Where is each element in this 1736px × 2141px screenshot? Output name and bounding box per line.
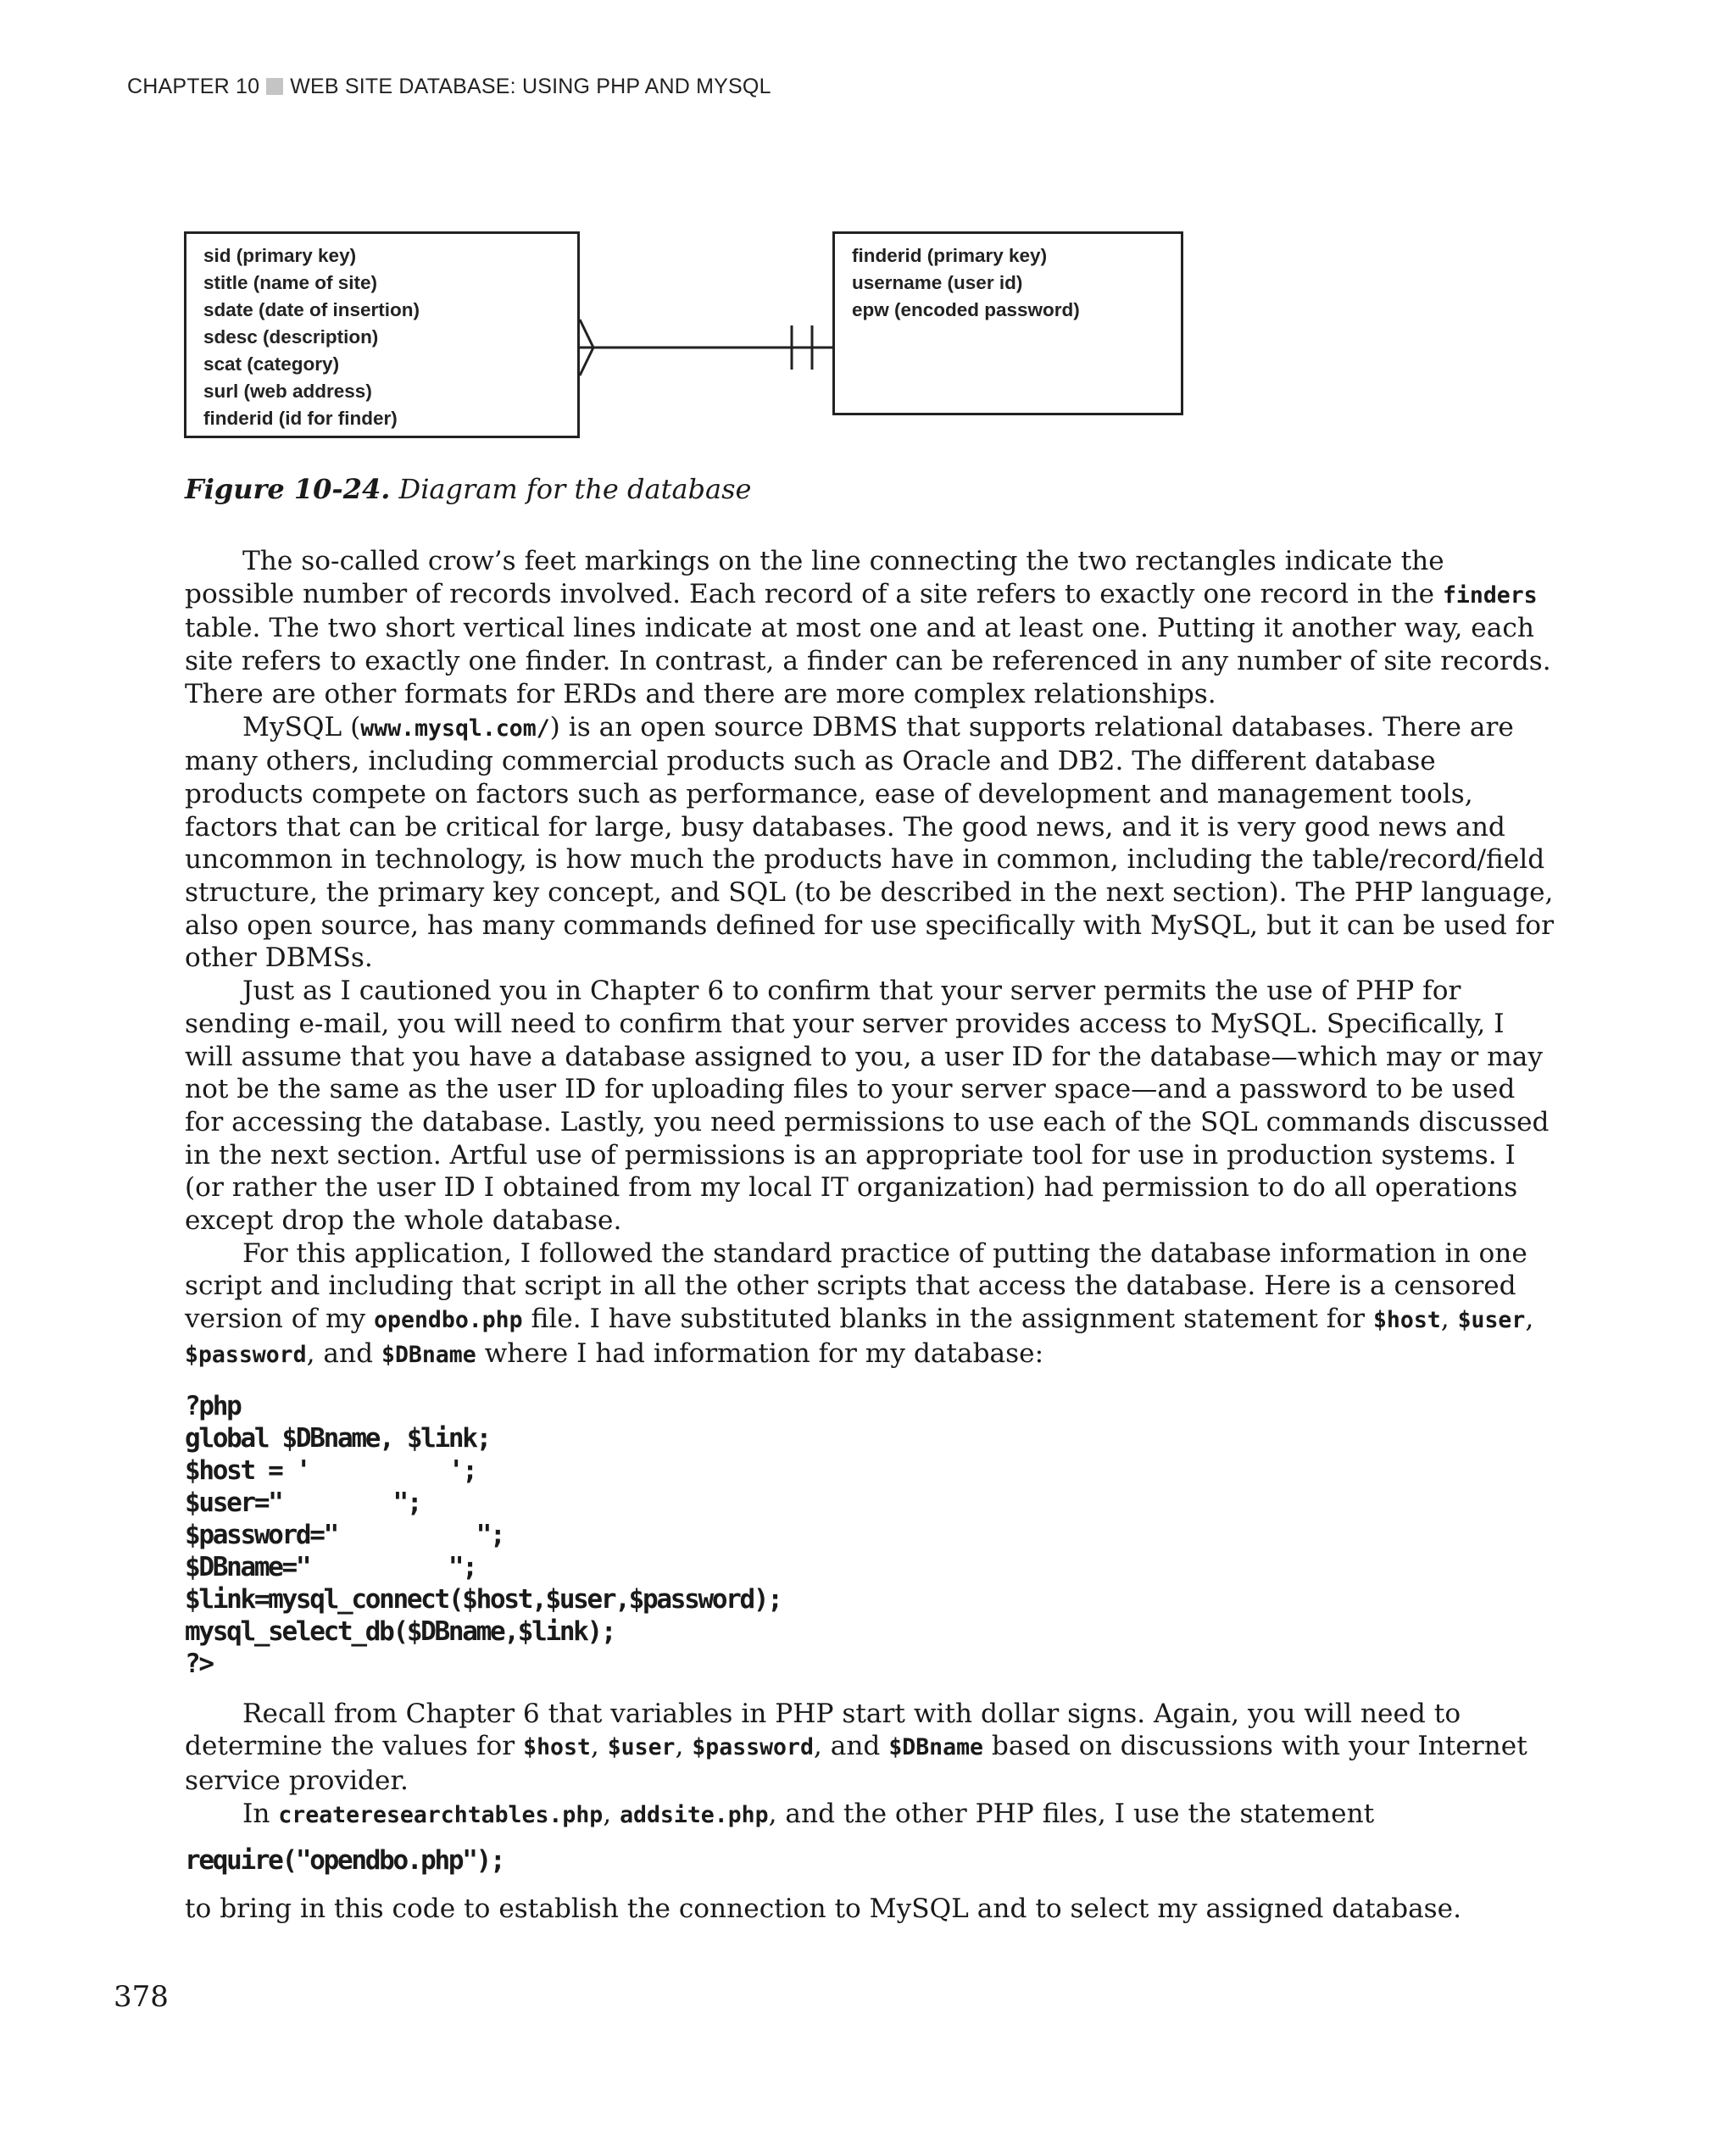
entity-field: scat (category) [203,353,340,375]
text-run: , [603,1798,620,1829]
inline-code: finders [1442,581,1538,609]
code-block: ?php global $DBname, $link; $host = ' '; $user=" "; $password=" "; $DBname=" "; $link=mysql_connect($host,$user,$password); mysql_select_db($DBname,$link); ?> [185,1390,782,1679]
figure-caption-text: Diagram for the database [398,473,752,505]
text-run: In [242,1798,279,1829]
paragraph [185,1698,1558,1798]
page-number: 378 [114,1980,169,2014]
paragraph [185,545,1558,711]
text-run: , [675,1731,693,1762]
inline-code: $user [607,1734,676,1761]
text-run: file. I have substituted blanks in the assignment statement for [522,1304,1373,1335]
text-run: For this application, I followed the standard practice of putting the database information in one script and including that script in all the other scripts that access the database. Here is a censored version of my [185,1237,1527,1335]
paragraph: Just as I cautioned you in Chapter 6 to confirm that your server permits the use of PHP for sending e-mail, you will need to confirm that your server provides access to MySQL. Specifically, I will assume that you have a database assigned to you, a user ID for the database—which may or may not be the same as the user ID for uploading files to your server space—and a password to be used for accessing the database. Lastly, you need permissions to use each of the SQL commands discussed in the next section. Artful use of permissions is an appropriate tool for use in production systems. I (or rather the user ID I obtained from my local IT organization) had permission to do all operations except drop the whole database. [185,976,1550,1237]
entity-field: sdesc (description) [203,326,379,348]
text-run: , [1440,1304,1458,1335]
text-run: , and the other PHP files, I use the statement [768,1798,1375,1829]
inline-code: $host [523,1734,591,1761]
inline-code: $password [185,1341,307,1368]
inline-code: $DBname [381,1341,476,1368]
text-run: based on discussions with your Internet service provider. [185,1731,1527,1796]
paragraph [185,711,1558,976]
text-run: The so-called crow’s feet markings on the line connecting the two rectangles indicate the possible number of records involved. Each record of a site refers to exactly one record in the [185,546,1444,609]
relationship-connector [0,0,1736,509]
inline-code: addsite.php [620,1801,769,1828]
entity-field: finderid (id for finder) [203,408,398,429]
entity-field: username (user id) [852,272,1023,293]
paragraph [185,1237,1558,1372]
entity-field: sid (primary key) [203,245,357,266]
entity-field: surl (web address) [203,381,372,402]
inline-code: $user [1457,1307,1526,1334]
paragraph [185,1798,1558,1832]
text-run: , and [813,1731,889,1762]
entity-field: sdate (date of insertion) [203,299,420,320]
inline-code: $host [1372,1307,1441,1334]
text-run: table. The two short vertical lines indicate at most one and at least one. Putting it another way, each site refers to exactly one finder. In contrast, a finder can be referenced in any number of site records. There are other formats for ERDs and there are more complex relationships. [185,613,1551,709]
entity-field: finderid (primary key) [852,245,1048,266]
entity-field: epw (encoded password) [852,299,1080,320]
chapter-title: WEB SITE DATABASE: USING PHP AND MYSQL [290,75,771,98]
text-run: , [590,1731,608,1762]
text-run: where I had information for my database: [476,1337,1044,1369]
inline-code-link: www.mysql.com/ [360,715,550,742]
text-run: MySQL ( [242,711,361,742]
text-run: , and [306,1337,381,1369]
text-run: Recall from Chapter 6 that variables in PHP start with dollar signs. Again, you will need to determine the values for [185,1698,1461,1762]
text-run: ) is an open source DBMS that supports relational databases. There are many others, including commercial products such as Oracle and DB2. The different database products compete on factors such as performance, ease of development and management tools, factors that can be critical for large, busy databases. The good news, and it is very good news and uncommon in technology, is how much the products have in common, including the table/record/field structure, the primary key concept, and SQL (to be described in the next section). The PHP language, also open source, has many commands defined for use specifically with MySQL, but it can be used for other DBMSs. [185,711,1554,974]
figure-caption [185,473,751,505]
chapter-label: CHAPTER 10 [127,75,260,98]
inline-code: $DBname [888,1734,983,1761]
inline-code: $password [692,1734,814,1761]
require-statement: require("opendbo.php"); [185,1845,504,1877]
paragraph: to bring in this code to establish the connection to MySQL and to select my assigned database. [185,1894,1462,1925]
text-run: , [1525,1304,1534,1335]
figure-label: Figure 10-24. [185,473,391,505]
inline-code: opendbo.php [374,1307,523,1334]
body-text [185,545,1558,1926]
entity-field: stitle (name of site) [203,272,378,293]
inline-code: createresearchtables.php [278,1801,604,1828]
